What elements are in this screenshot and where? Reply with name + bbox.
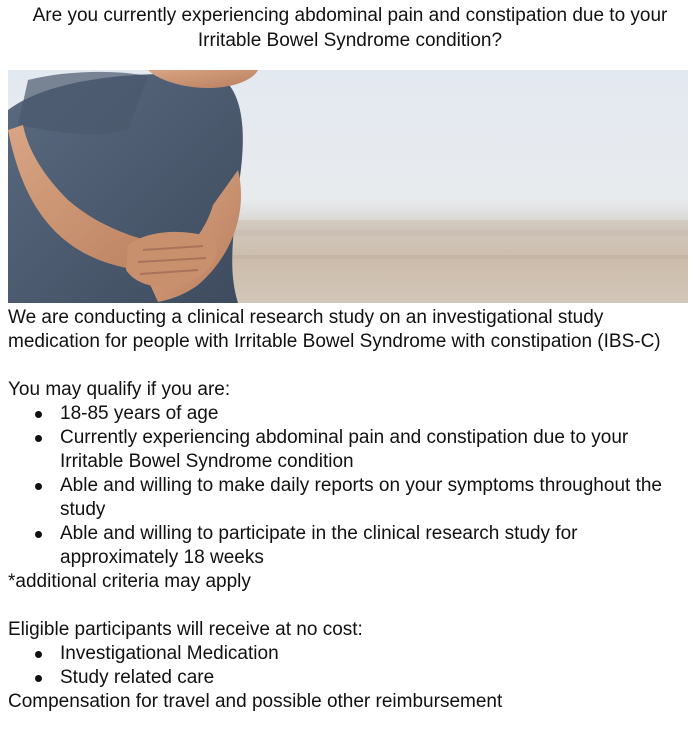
bullet-icon [35,651,42,658]
list-item: Study related care [8,666,692,690]
benefits-heading: Eligible participants will receive at no cost: [8,619,363,640]
list-item: Able and willing to participate in the clinical research study for approximately 18 weeks [8,522,692,570]
compensation-note: Compensation for travel and possible other reimbursement [8,691,503,712]
list-item: Able and willing to make daily reports on your symptoms throughout the study [8,474,692,522]
spacer [8,354,692,378]
bullet-icon [35,531,42,538]
bullet-icon [35,411,42,418]
headline-line-2: Irritable Bowel Syndrome condition? [197,30,503,51]
intro-paragraph: We are conducting a clinical research study on an investigational study medication for people with Irritable Bowel Syndrome with constipation (IBS-C) [8,307,661,352]
spacer [8,594,692,618]
criteria-note: *additional criteria may apply [8,571,251,592]
qualify-list [8,402,692,570]
bullet-icon [35,435,42,442]
bullet-icon [35,483,42,490]
bullet-icon [35,675,42,682]
qualify-heading: You may qualify if you are: [8,379,231,400]
headline-line-1: Are you currently experiencing abdominal pain and constipation due to your [32,5,668,26]
list-item: Currently experiencing abdominal pain and constipation due to your Irritable Bowel Syndrome condition [8,426,692,474]
man-holding-stomach-photo [8,70,688,303]
flyer-body [8,306,692,714]
benefits-list [8,642,692,690]
list-item: Investigational Medication [8,642,692,666]
headline [0,3,700,53]
list-item: 18-85 years of age [8,402,692,426]
